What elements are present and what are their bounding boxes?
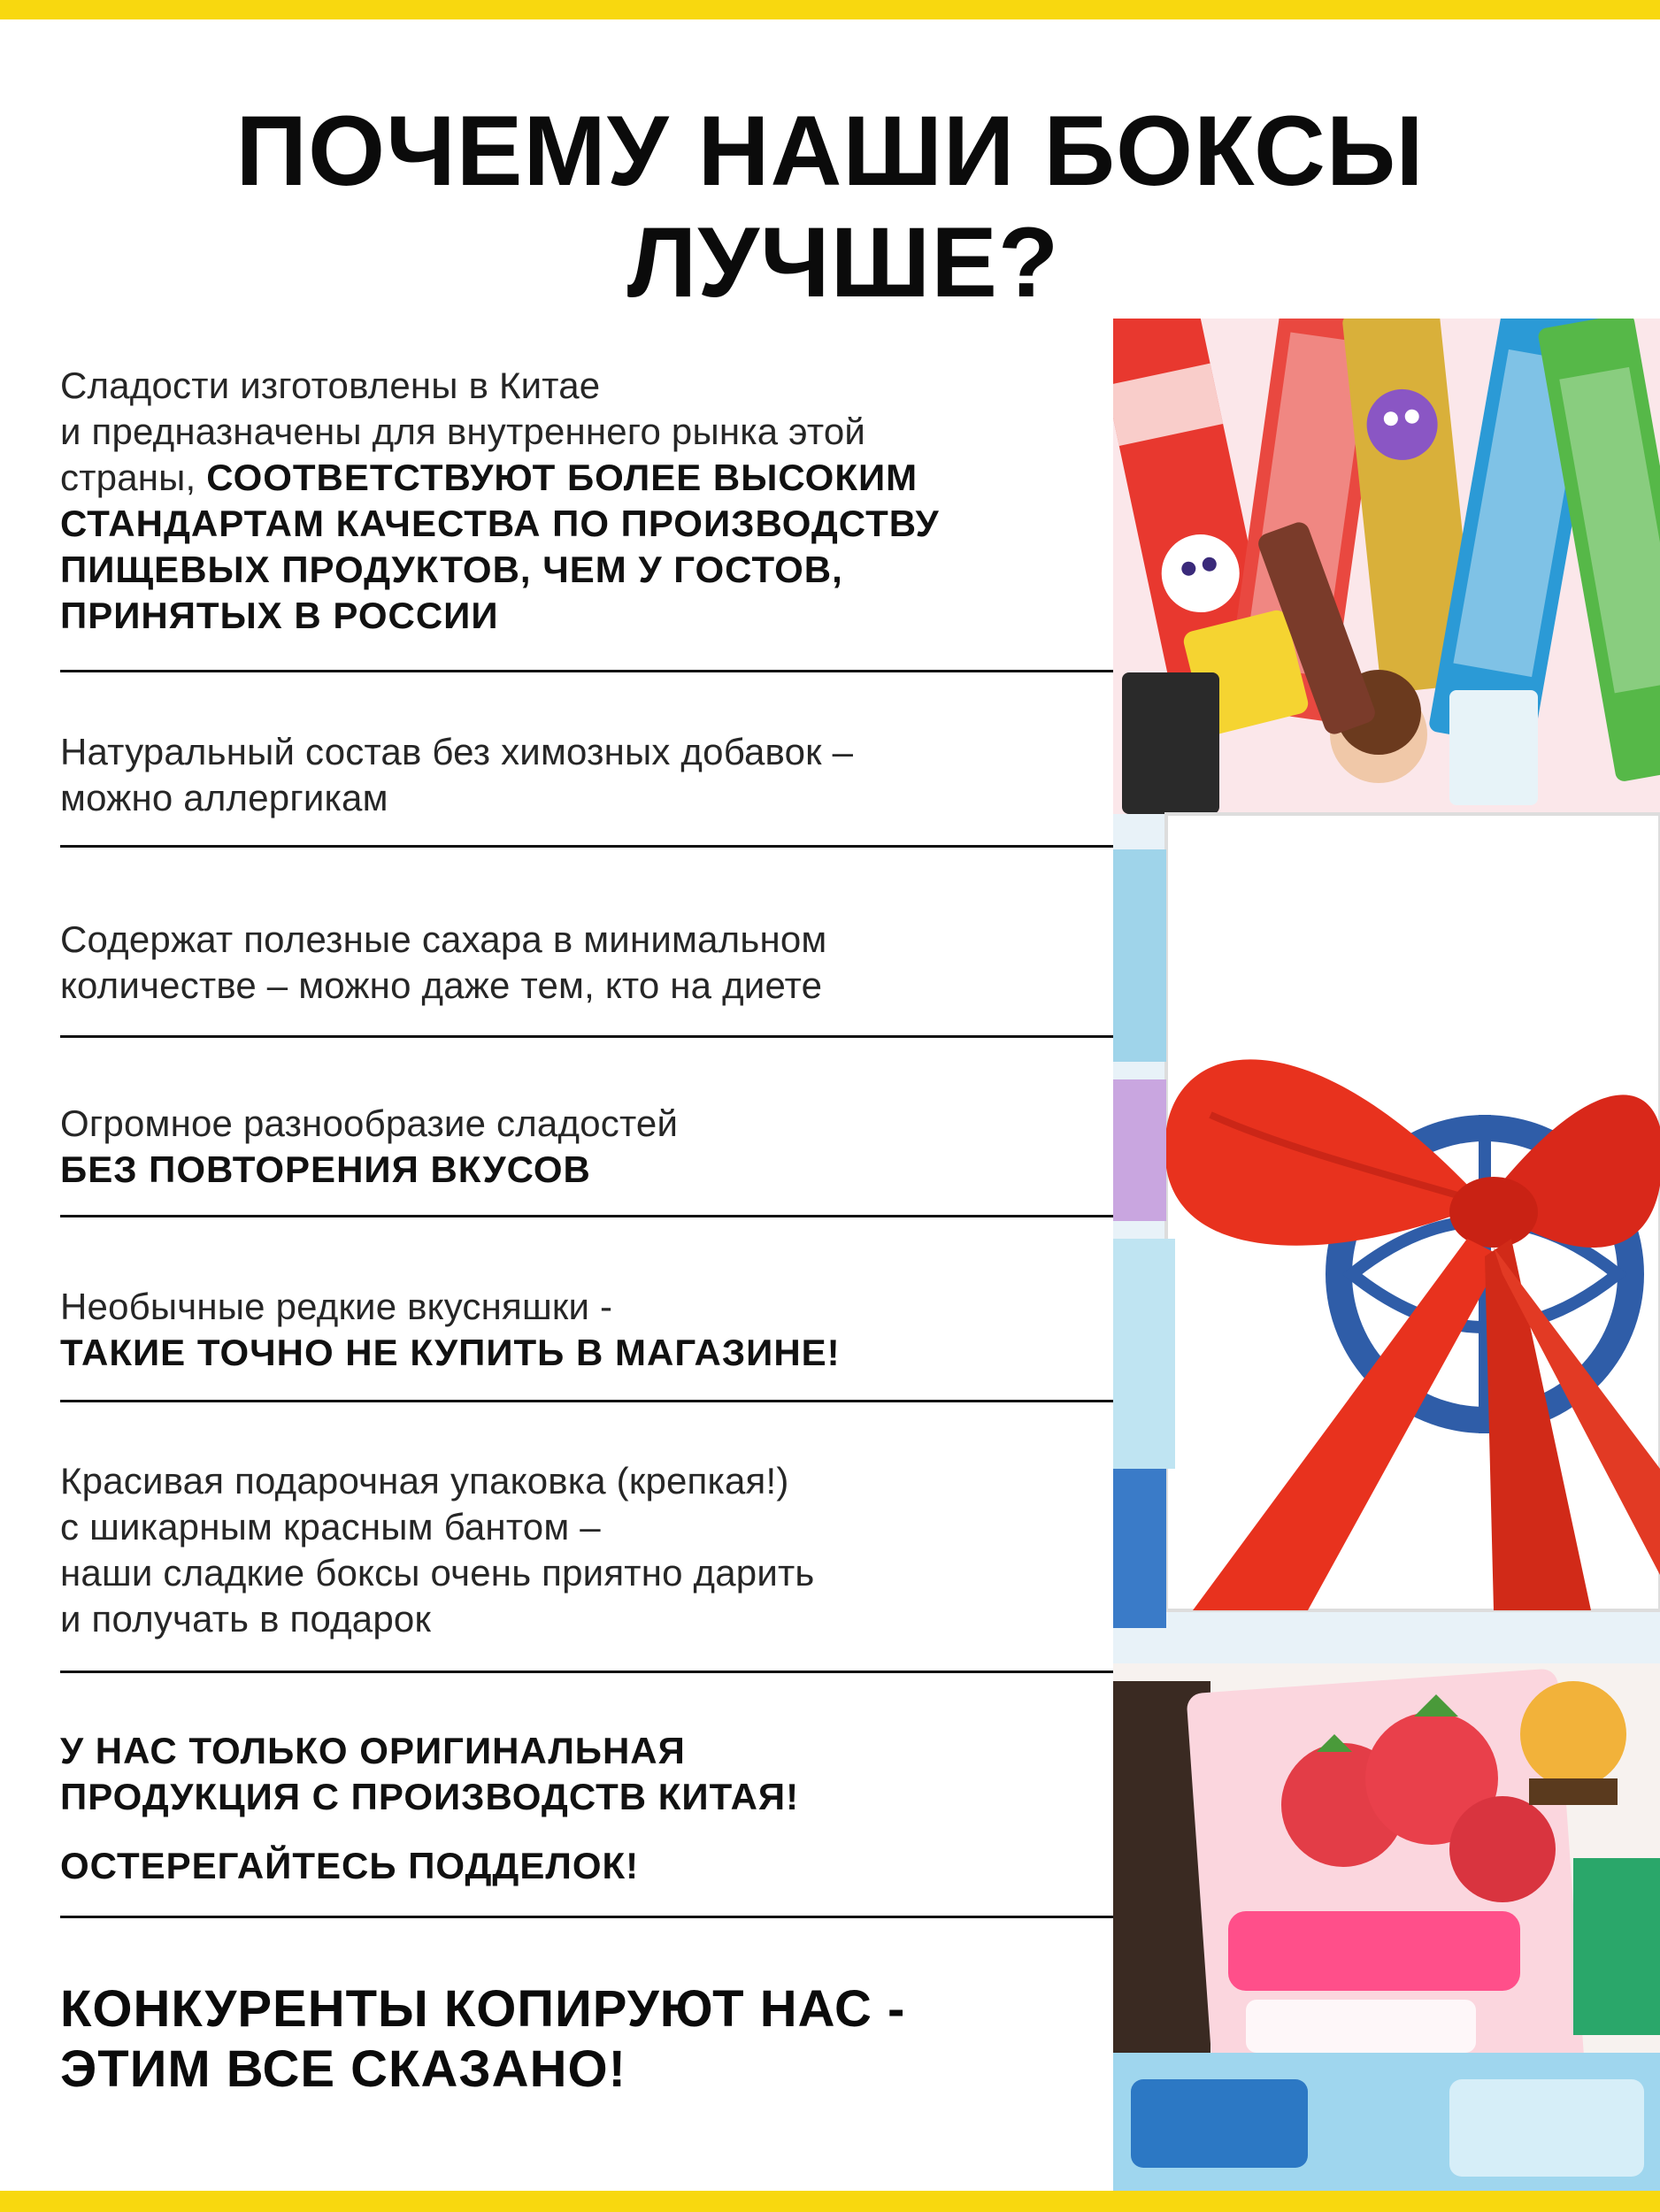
feature-variety — [60, 1101, 1104, 1193]
bottom-accent-bar — [0, 2191, 1660, 2212]
separator-line — [60, 1035, 1126, 1038]
feature-lead-text: Натуральный состав без химозных добавок – можно аллергикам — [60, 731, 854, 818]
feature-lead-text: Содержат полезные сахара в минимальном количестве – можно даже тем, кто на диете — [60, 918, 827, 1006]
candy-gift-collage-image — [1113, 319, 1660, 2191]
feature-quality-standards — [60, 363, 1104, 639]
title-line-1: ПОЧЕМУ НАШИ БОКСЫ — [235, 96, 1425, 206]
feature-emphasis-text: ТАКИЕ ТОЧНО НЕ КУПИТЬ В МАГАЗИНЕ! — [60, 1332, 841, 1373]
collage-illustration — [1113, 319, 1660, 2191]
separator-line — [60, 1671, 1126, 1673]
original-product-notice: У НАС ТОЛЬКО ОРИГИНАЛЬНАЯ ПРОДУКЦИЯ С ПРОИЗВОДСТВ КИТАЯ! — [60, 1730, 800, 1817]
feature-lead-text: Необычные редкие вкусняшки - — [60, 1286, 613, 1327]
feature-natural-composition — [60, 729, 1104, 821]
fake-warning: ОСТЕРЕГАЙТЕСЬ ПОДДЕЛОК! — [60, 1845, 640, 1886]
feature-low-sugar — [60, 917, 1104, 1009]
top-accent-bar — [0, 0, 1660, 19]
separator-line — [60, 1215, 1126, 1217]
closing-line-2: ЭТИМ ВСЕ СКАЗАНО! — [60, 2040, 626, 2098]
separator-line — [60, 1400, 1126, 1402]
feature-lead-text: Красивая подарочная упаковка (крепкая!) с шикарным красным бантом – наши сладкие боксы очень приятно дарить и получать в подарок — [60, 1460, 815, 1640]
separator-line — [60, 670, 1126, 672]
feature-emphasis-text: СООТВЕТСТВУЮТ БОЛЕЕ ВЫСОКИМ СТАНДАРТАМ КАЧЕСТВА ПО ПРОИЗВОДСТВУ ПИЩЕВЫХ ПРОДУКТОВ, ЧЕМ У ГОСТОВ, ПРИНЯТЫХ В РОССИИ — [60, 457, 940, 636]
title-line-2: ЛУЧШЕ? — [626, 207, 1060, 318]
candy-wrappers-top — [1113, 319, 1660, 814]
gift-box-with-bow — [1113, 814, 1660, 1663]
separator-line — [60, 1916, 1126, 1918]
page-title — [0, 96, 1660, 319]
closing-line-1: КОНКУРЕНТЫ КОПИРУЮТ НАС - — [60, 1980, 906, 2038]
separator-line — [60, 845, 1126, 848]
feature-emphasis-text: БЕЗ ПОВТОРЕНИЯ ВКУСОВ — [60, 1148, 591, 1190]
feature-lead-text: Огромное разнообразие сладостей — [60, 1102, 679, 1144]
candy-wrappers-bottom — [1113, 1663, 1660, 2191]
feature-rare-treats — [60, 1284, 1104, 1376]
feature-lead-text: Сладости изготовлены в Китае и предназначены для внутреннего рынка этой страны, — [60, 365, 866, 498]
closing-statement — [60, 1979, 1104, 2100]
feature-gift-packaging — [60, 1458, 1104, 1642]
